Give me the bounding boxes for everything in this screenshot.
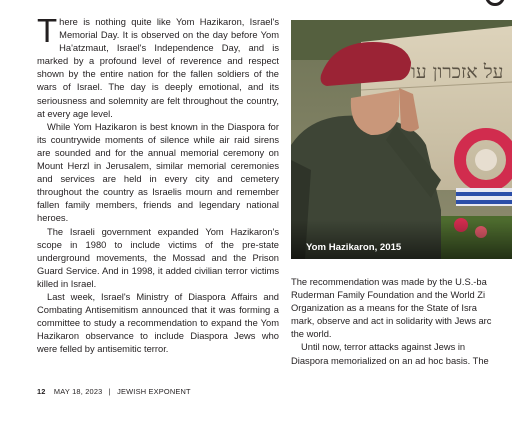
drop-cap: T: [37, 12, 58, 49]
text-line: Diaspora memorialized on an ad hoc basis. The: [291, 355, 489, 366]
article-paragraph: Last week, Israel's Ministry of Diaspora Affairs and Combating Antisemitism announced that it was forming a committee to study a recommendation to expand the Yom Hazikaron observance to include Diaspora Jews who were felled by antisemitic terror.: [37, 291, 279, 355]
text-line: mark, observe and act in solidarity with Jews arc: [291, 316, 492, 327]
top-corner-mark: [485, 0, 505, 6]
article-column-left: [37, 12, 279, 356]
text-line: the world.: [291, 329, 332, 340]
article-paragraph: [291, 341, 512, 367]
article-paragraph: While Yom Hazikaron is best known in the Diaspora for its countrywide moments of silence while air raid sirens are sounded and for the annual memorial ceremony on Mount Herzl in Jerusalem, similar memorial ceremonies and services are held in every city and cemetery throughout the country as Israelis mourn and remember fallen family members, friends and legendary national heroes.: [37, 121, 279, 224]
page-footer: [37, 387, 191, 396]
wall-inscription: על אזכרון עו: [411, 61, 504, 83]
footer-separator: |: [108, 387, 111, 396]
article-column-right: [291, 276, 512, 368]
article-paragraph: [37, 12, 279, 121]
issue-date: MAY 18, 2023: [53, 387, 103, 396]
text-line: The recommendation was made by the U.S.-ba: [291, 277, 487, 287]
publication-name: JEWISH EXPONENT: [117, 387, 191, 396]
article-paragraph: The Israeli government expanded Yom Hazikaron's scope in 1980 to include victims of the pre-state underground movements, the Mossad and the Prison Guard Service. And in 1998, it added civilian terror victims killed in Israel.: [37, 226, 279, 289]
photo-caption: Yom Hazikaron, 2015: [306, 242, 402, 253]
text-line: Ruderman Family Foundation and the World Zi: [291, 290, 486, 301]
page-number: 12: [37, 387, 46, 396]
article-photo: [291, 20, 512, 259]
text-line: Until now, terror attacks against Jews in: [301, 342, 466, 353]
article-paragraph: [291, 276, 512, 341]
text-line: Organization as a means for the State of Isra: [291, 303, 477, 314]
paragraph-text: here is nothing quite like Yom Hazikaron, Israel's Memorial Day. It is observed on the day before Yom Ha'atzmaut, Israel's Independence Day, and is marked by a profound level of reverence and respect shown by the entire nation for the fallen soldiers of the wars of Israel. The day is deeply emotional, and its seriousness and solemnity are felt throughout the country, at every age level.: [37, 17, 279, 119]
